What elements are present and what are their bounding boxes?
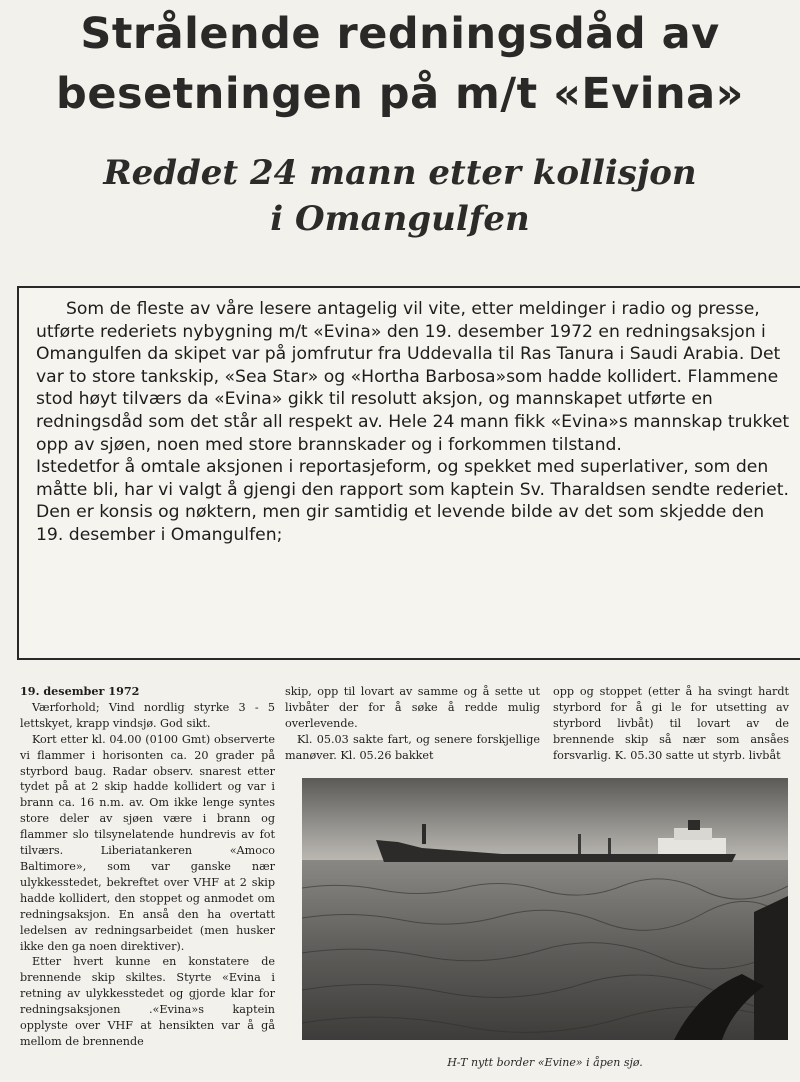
article-column-2 — [285, 684, 540, 764]
headline-line-2: besetningen på m/t «Evina» — [56, 69, 744, 119]
foreground-railing — [754, 896, 788, 1040]
report-paragraph-observation: Kort etter kl. 04.00 (0100 Gmt) observerte vi flammer i horisonten ca. 20 grader på styrbord baug. Radar observ. snarest etter tydet på at 2 skip hadde kollidert og var i brann ca. 16 n.m. av. Om ikke lenge syntes store deler av sjøen være i brann og flammer slo tilsynelatende hundrevis av fot tilværs. Liberiatankeren «Amoco Baltimore», som var ganske nær ulykkesstedet, bekreftet over VHF at 2 skip hadde kollidert, den stoppet og anmodet om redningsaksjon. En anså den ha overtatt ledelsen av redningsarbeidet (men husker ikke den ga noen direktiver). — [20, 732, 275, 953]
report-date-heading: 19. desember 1972 — [20, 684, 140, 698]
ship-photo — [302, 778, 788, 1040]
ship-photo-drawing — [302, 778, 788, 1040]
subheadline — [0, 150, 800, 242]
photo-caption: H-T nytt border «Evine» i åpen sjø. — [447, 1056, 643, 1069]
report-paragraph-maneuver: Kl. 05.03 sakte fart, og senere forskjellige manøver. Kl. 05.26 bakket — [285, 732, 540, 762]
headline-text — [0, 4, 800, 124]
report-paragraph-approach: Etter hvert kunne en konstatere de brennende skip skiltes. Styrte «Evina i retning av ulykkesstedet og gjorde klar for redningsaksjonen .«Evina»s kaptein opplyste over VHF at hensikten var å gå mellom de brennende — [20, 955, 275, 1048]
intro-paragraph-1: Som de fleste av våre lesere antagelig vil vite, etter meldinger i radio og presse, utførte rederiets nybygning m/t «Evina» den 19. desember 1972 en redningsaksjon i Omangulfen da skipet var på jomfrutur fra Uddevalla til Ras Tanura i Saudi Arabia. Det var to store tankskip, «Sea Star» og «Hortha Barbosa»som hadde kollidert. Flammene stod høyt tilværs da «Evina» gikk til resolutt aksjon, og mannskapet utførte en redningsdåd som det står all respekt av. Hele 24 mann fikk «Evina»s mannskap trukket opp av sjøen, noen med store brannskader og i forkommen tilstand. — [36, 299, 790, 455]
headline-line-1: Strålende redningsdåd av — [80, 9, 720, 59]
intro-paragraph-2: Istedetfor å omtale aksjonen i reportasjeform, og spekket med superlativer, som den måtte bli, har vi valgt å gjengi den rapport som kaptein Sv. Tharaldsen sendte rederiet. Den er konsis og nøktern, men gir samtidig et levende bilde av det som skjedde den 19. desember i Omangulfen; — [36, 457, 789, 545]
report-paragraph-lifeboat: opp og stoppet (etter å ha svingt hardt styrbord for å gi le for utsetting av styrbord livbåt) til lovart av de brennende skip så nær som ansåes forsvarlig. K. 05.30 satte ut styrb. livbåt — [553, 685, 789, 762]
report-paragraph-continued: skip, opp til lovart av samme og å sette ut livbåter der for å søke å redde mulig overlevende. — [285, 685, 540, 730]
report-paragraph-weather: Værforhold; Vind nordlig styrke 3 - 5 lettskyet, krapp vindsjø. God sikt. — [20, 700, 275, 730]
subheadline-line-2: i Omangulfen — [270, 199, 530, 239]
article-column-3 — [553, 684, 789, 764]
subheadline-line-1: Reddet 24 mann etter kollisjon — [103, 153, 697, 193]
article-column-1 — [20, 684, 275, 1050]
intro-box — [17, 286, 800, 660]
